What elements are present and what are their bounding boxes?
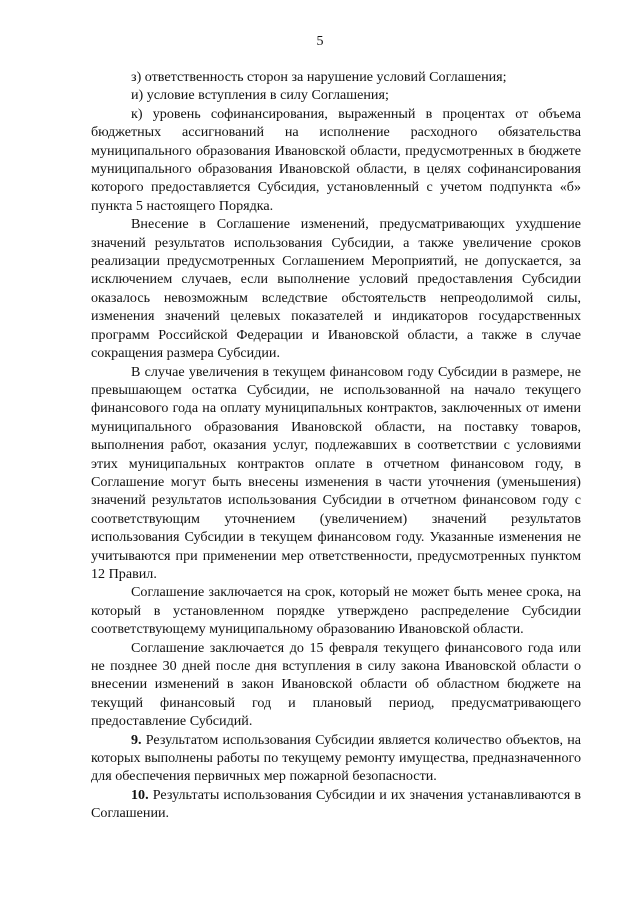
paragraph-amendments: Внесение в Соглашение изменений, предусматривающих ухудшение значений результатов использования Субсидии, а также увеличение сроков реализации предусмотренных Соглашением Мероприятий, не допускается, за исключением случаев, если выполнение условий предоставления Субсидии оказалось невозможным вследствие обстоятельств непреодолимой силы, изменения значений целевых показателей и индикаторов государственных программ Российской Федерации и Ивановской области, а также в случае сокращения размера Субсидии. bbox=[91, 216, 581, 362]
paragraph-subitem-i: и) условие вступления в силу Соглашения; bbox=[131, 87, 389, 104]
numbered-item-9 bbox=[91, 731, 581, 786]
numbered-item-10 bbox=[91, 786, 581, 823]
item-number: 10. bbox=[131, 786, 149, 803]
document-body bbox=[91, 68, 581, 823]
paragraph-agreement-term: Соглашение заключается на срок, который не может быть менее срока, на который в установленном порядке утверждено распределение Субсидии соответствующему муниципальному образованию Ивановской области. bbox=[91, 584, 581, 638]
paragraph-subitem-k: к) уровень софинансирования, выраженный в процентах от объема бюджетных ассигнований на исполнение расходного обязательства муниципального образования Ивановской области, предусмотренных в бюджете муниципального образования Ивановской области, в целях софинансирования которого предоставляется Субсидия, установленный с учетом подпункта «б» пункта 5 настоящего Порядка. bbox=[91, 105, 581, 214]
item-number: 9. bbox=[131, 731, 142, 748]
paragraph-subitem-z: з) ответственность сторон за нарушение условий Соглашения; bbox=[131, 69, 507, 85]
page-number: 5 bbox=[316, 34, 324, 49]
paragraph-subsidy-increase: В случае увеличения в текущем финансовом году Субсидии в размере, не превышающем остатка Субсидии, не использованной на начало текущего финансового года на оплату муниципальных контрактов, заключенных от имени муниципального образования Ивановской области, на поставку товаров, выполнения работ, оказания услуг, подлежавших в соответствии с условиями этих муниципальных контрактов оплате в отчетном финансовом году, в Соглашение могут быть внесены изменения в части уточнения (уменьшения) значений результатов использования Субсидии в отчетном финансовом году с соответствующим уточнением (увеличением) значений результатов использования Субсидии в текущем финансовом году. Указанные изменения не учитываются при применении мер ответственности, предусмотренных пунктом 12 Правил. bbox=[91, 363, 581, 582]
item-text: Результаты использования Субсидии и их значения устанавливаются в Соглашении. bbox=[91, 786, 581, 822]
item-text: Результатом использования Субсидии является количество объектов, на которых выполнены работы по текущему ремонту имущества, предназначенного для обеспечения первичных мер пожарной безопасности. bbox=[91, 731, 581, 785]
paragraph-agreement-deadline: Соглашение заключается до 15 февраля текущего финансового года или не позднее 30 дней после дня вступления в силу закона Ивановской области о внесении изменений в закон Ивановской области об областном бюджете на текущий финансовый год и плановый период, предусматривающего предоставление Субсидий. bbox=[91, 639, 581, 730]
